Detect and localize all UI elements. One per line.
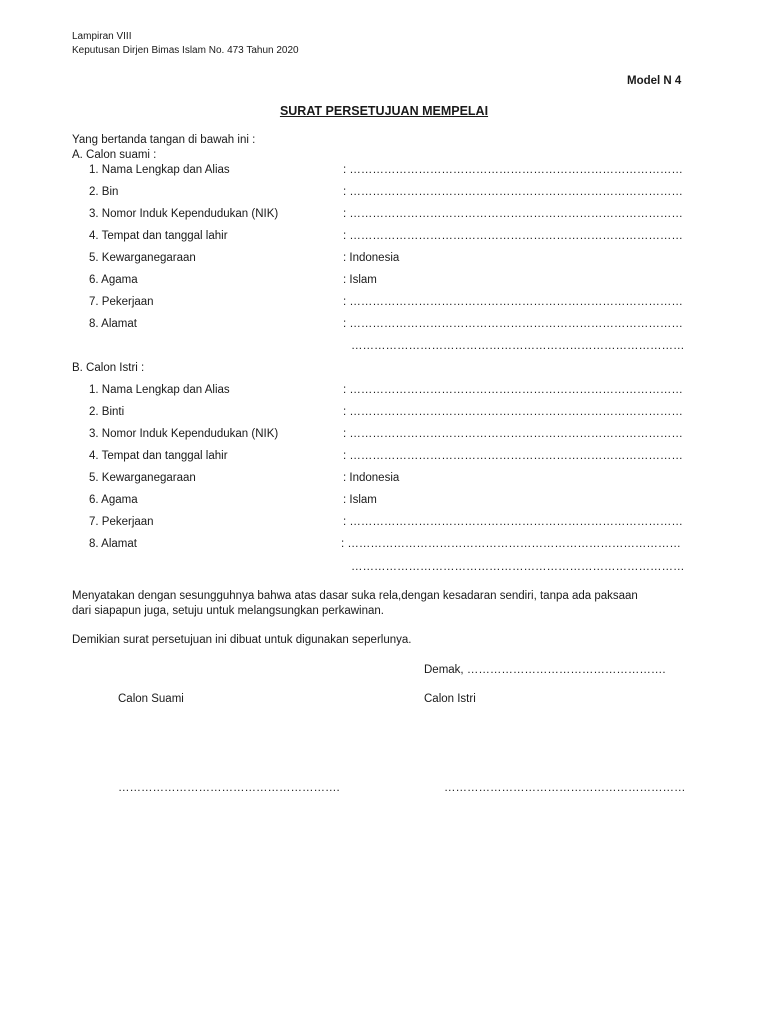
a-field-value: : Islam <box>343 274 377 286</box>
b-field-label: 3. Nomor Induk Kependudukan (NIK) <box>89 428 279 440</box>
a-field-value: : …………………………………………………………………………… <box>343 296 683 308</box>
a-field-label: 5. Kewarganegaraan <box>89 252 196 264</box>
b-field-label: 2. Binti <box>89 406 125 418</box>
place-date: Demak, ……………………………………………. <box>424 664 666 676</box>
b-field-label: 8. Alamat <box>89 538 137 550</box>
section-a-heading: A. Calon suami : <box>72 149 157 161</box>
keputusan-label: Keputusan Dirjen Bimas Islam No. 473 Tahun 2020 <box>72 45 299 56</box>
a-field-label: 8. Alamat <box>89 318 137 330</box>
sign-label-istri: Calon Istri <box>424 693 476 705</box>
intro-text: Yang bertanda tangan di bawah ini : <box>72 134 256 146</box>
a-field-label: 6. Agama <box>89 274 138 286</box>
a-field-label: 4. Tempat dan tanggal lahir <box>89 230 228 242</box>
a-field-label: 3. Nomor Induk Kependudukan (NIK) <box>89 208 279 220</box>
signature-line-istri: ……………………………………………………… <box>444 782 686 794</box>
a-field-value: : Indonesia <box>343 252 400 264</box>
a-field-value: : …………………………………………………………………………… <box>343 164 683 176</box>
statement-line-2: dari siapapun juga, setuju untuk melangsungkan perkawinan. <box>72 605 384 617</box>
closing-text: Demikian surat persetujuan ini dibuat untuk digunakan seperlunya. <box>72 634 412 646</box>
statement-line-1: Menyatakan dengan sesungguhnya bahwa atas dasar suka rela,dengan kesadaran sendiri, tanpa ada paksaan <box>72 590 638 602</box>
b-field-value: : …………………………………………………………………………… <box>343 516 683 528</box>
b-field-value: : …………………………………………………………………………… <box>343 384 683 396</box>
a-field-label: 2. Bin <box>89 186 119 198</box>
a-field-value: : …………………………………………………………………………… <box>343 318 683 330</box>
b-field-label: 5. Kewarganegaraan <box>89 472 196 484</box>
b-field-label: 4. Tempat dan tanggal lahir <box>89 450 228 462</box>
b-field-value: : …………………………………………………………………………… <box>343 428 683 440</box>
b-field-value: : …………………………………………………………………………… <box>343 450 683 462</box>
b-field-value: : …………………………………………………………………………… <box>343 406 683 418</box>
signature-line-suami: …………………………………………………. <box>118 782 340 794</box>
b-alamat-continuation: …………………………………………………………………………… <box>351 561 685 573</box>
a-field-value: : …………………………………………………………………………… <box>343 186 683 198</box>
section-b-heading: B. Calon Istri : <box>72 362 145 374</box>
a-field-label: 1. Nama Lengkap dan Alias <box>89 164 230 176</box>
a-field-label: 7. Pekerjaan <box>89 296 154 308</box>
b-field-label: 6. Agama <box>89 494 138 506</box>
b-field-label: 1. Nama Lengkap dan Alias <box>89 384 230 396</box>
b-field-label: 7. Pekerjaan <box>89 516 154 528</box>
model-label: Model N 4 <box>627 75 682 87</box>
lampiran-label: Lampiran VIII <box>72 31 132 42</box>
b-field-value: : …………………………………………………………………………… <box>341 538 681 550</box>
a-field-value: : …………………………………………………………………………… <box>343 230 683 242</box>
a-field-value: : …………………………………………………………………………… <box>343 208 683 220</box>
b-field-value: : Islam <box>343 494 377 506</box>
document-title: SURAT PERSETUJUAN MEMPELAI <box>279 104 489 118</box>
b-field-value: : Indonesia <box>343 472 400 484</box>
sign-label-suami: Calon Suami <box>118 693 184 705</box>
a-alamat-continuation: …………………………………………………………………………… <box>351 340 685 352</box>
